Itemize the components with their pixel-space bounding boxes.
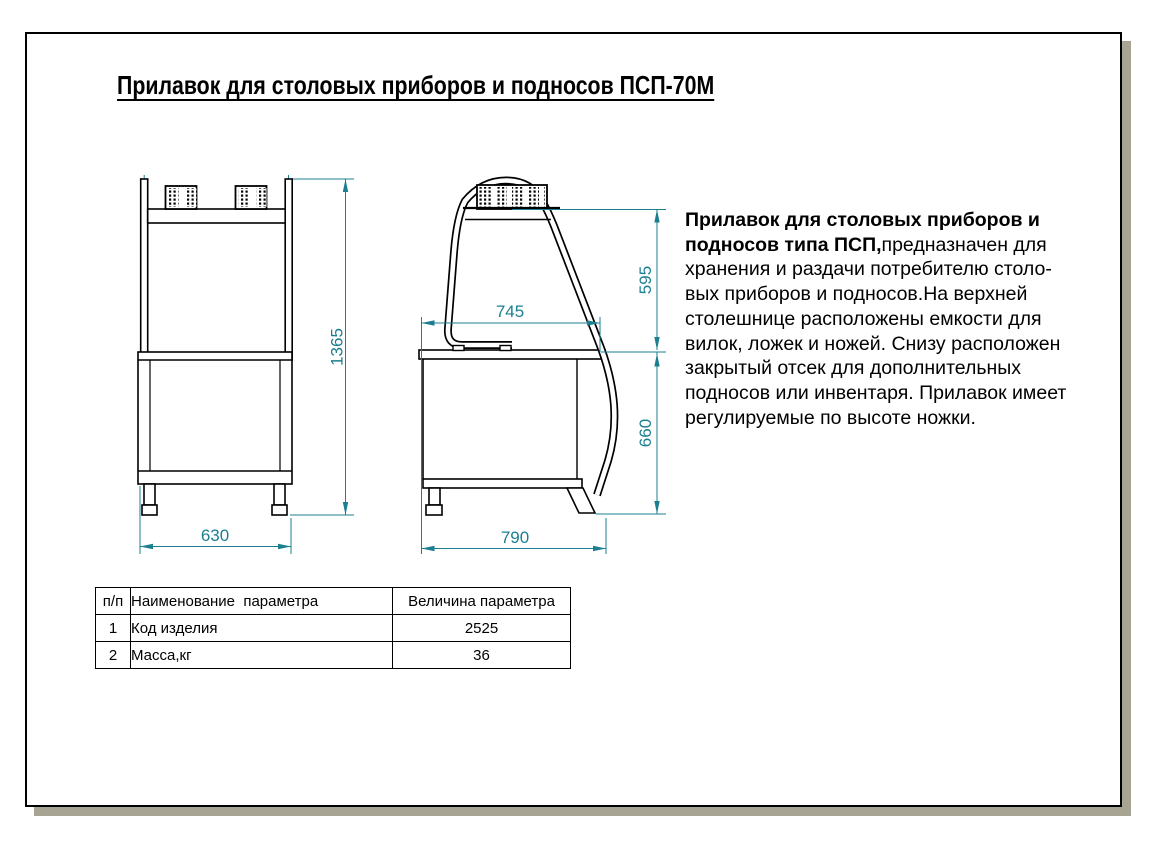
description-line: Прилавок для столовых приборов и bbox=[685, 209, 1040, 231]
dim-1365-label: 1365 bbox=[327, 328, 347, 366]
side-glass-frame-tube bbox=[448, 181, 614, 496]
dim-630 bbox=[140, 486, 291, 554]
description-line: подносов типа ПСП,предназначен для bbox=[685, 233, 1047, 256]
table-row bbox=[96, 642, 571, 669]
product-description bbox=[685, 208, 1115, 430]
document-sheet bbox=[25, 32, 1122, 807]
dim-745-label: 745 bbox=[495, 302, 525, 321]
description-line: вых приборов и подносов.На верхней bbox=[685, 283, 1028, 306]
description-line: закрытый отсек для дополнительных bbox=[685, 357, 1022, 380]
dim-595 bbox=[512, 210, 666, 351]
table-row bbox=[96, 615, 571, 642]
header-parameter-value: Величина параметра bbox=[393, 588, 571, 615]
front-legs bbox=[142, 484, 287, 515]
dim-790 bbox=[422, 518, 607, 554]
row-num: 2 bbox=[96, 642, 131, 669]
row-parameter-value: 2525 bbox=[393, 615, 571, 642]
front-side-posts bbox=[141, 179, 293, 360]
front-view-drawing bbox=[127, 167, 367, 567]
side-view-drawing bbox=[407, 167, 677, 567]
header-parameter-name: Наименование параметра bbox=[131, 588, 393, 615]
row-parameter-name: Код изделия bbox=[131, 615, 393, 642]
side-legs bbox=[426, 488, 595, 515]
dim-660-label: 660 bbox=[636, 418, 655, 448]
parameters-table bbox=[95, 587, 571, 669]
front-cutlery-containers bbox=[166, 186, 267, 209]
description-line: столешнице расположены емкости для bbox=[685, 307, 1042, 330]
description-line: хранения и раздачи потребителю столо- bbox=[685, 258, 1052, 281]
description-line: вилок, ложек и ножей. Снизу расположен bbox=[685, 332, 1061, 355]
row-parameter-name: Масса,кг bbox=[131, 642, 393, 669]
side-cabinet bbox=[423, 359, 582, 488]
row-parameter-value: 36 bbox=[393, 642, 571, 669]
dim-595-label: 595 bbox=[636, 265, 655, 295]
page-title: Прилавок для столовых приборов и подносов ПСП-70М bbox=[117, 70, 715, 100]
front-cabinet bbox=[138, 352, 292, 484]
dim-790-label: 790 bbox=[500, 528, 530, 547]
header-num: п/п bbox=[96, 588, 131, 615]
row-num: 1 bbox=[96, 615, 131, 642]
description-line: подносов или инвентаря. Прилавок имеет bbox=[685, 381, 1067, 404]
dim-630-label: 630 bbox=[200, 526, 230, 545]
description-line: регулируемые по высоте ножки. bbox=[685, 406, 976, 429]
dim-1365 bbox=[290, 179, 354, 515]
table-header-row bbox=[96, 588, 571, 615]
front-top-shelf bbox=[148, 209, 286, 223]
side-tabletop bbox=[419, 350, 605, 359]
